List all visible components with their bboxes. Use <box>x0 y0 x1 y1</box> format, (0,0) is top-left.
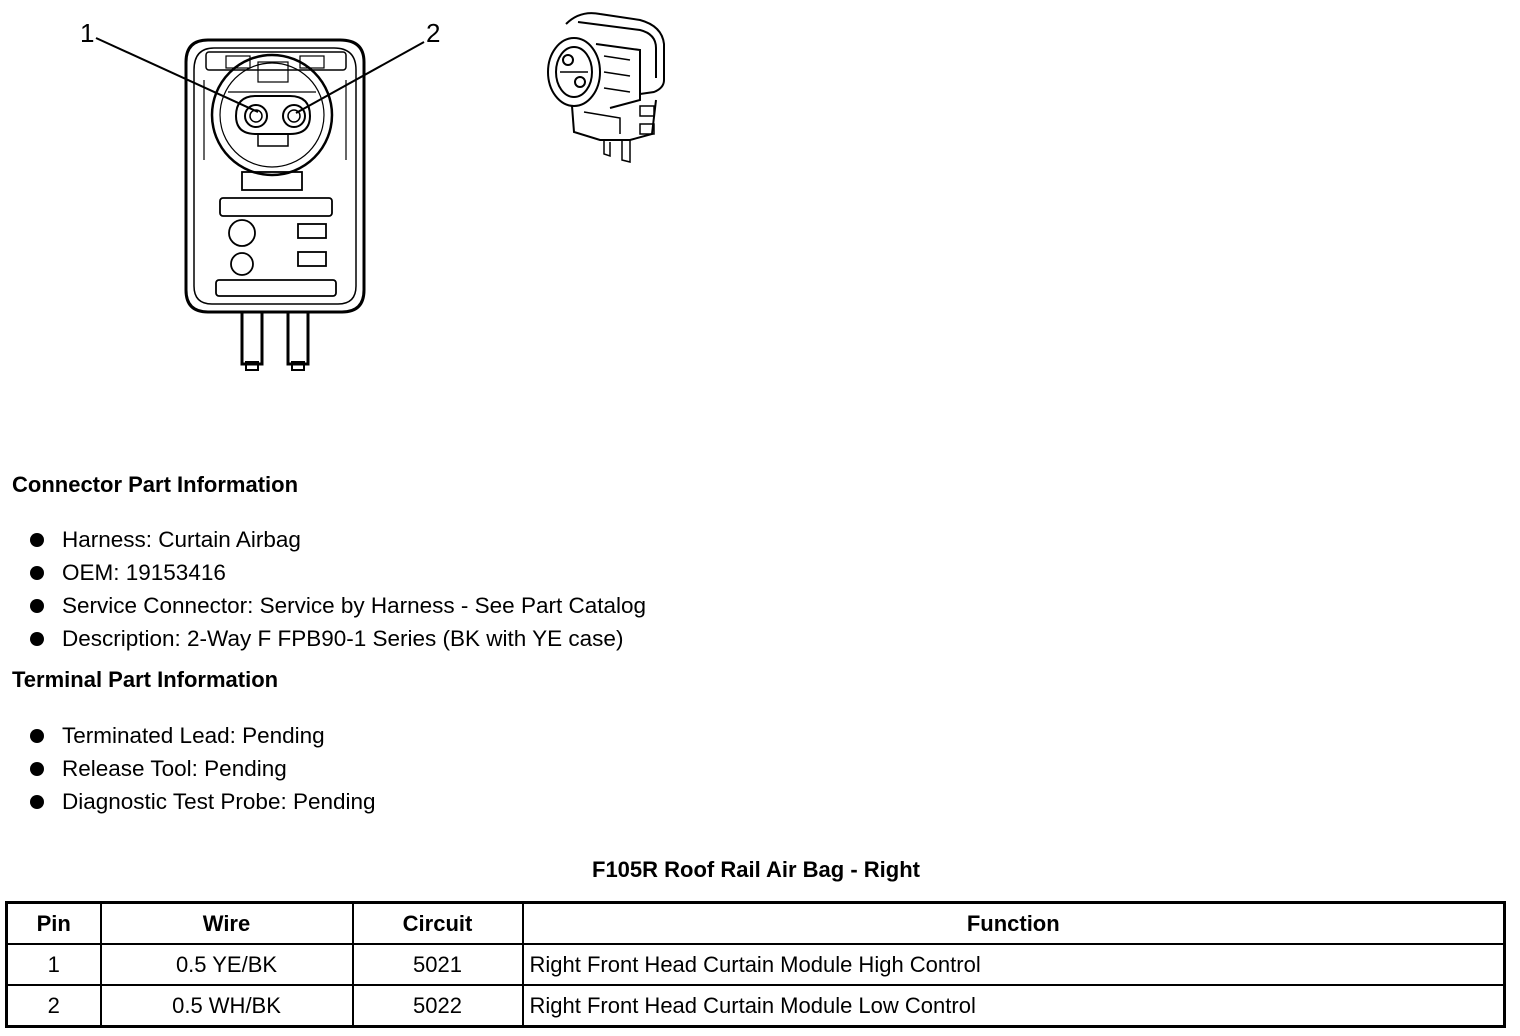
bullet-icon <box>30 533 44 547</box>
list-item <box>0 593 646 626</box>
list-item-text: Description: 2-Way F FPB90-1 Series (BK with YE case) <box>62 626 624 651</box>
pinout-table <box>5 901 1506 1028</box>
callout-1: 1 <box>80 18 95 48</box>
table-row <box>7 985 1505 1027</box>
table-header-row <box>7 903 1505 945</box>
callout-1-leader <box>96 38 258 112</box>
list-item-text: Service Connector: Service by Harness - See Part Catalog <box>62 593 647 618</box>
column-header-wire: Wire <box>101 903 353 945</box>
connector-info-list <box>0 527 646 659</box>
column-header-circuit: Circuit <box>353 903 523 945</box>
connector-iso-view <box>548 13 664 162</box>
cell-circuit: 5021 <box>353 944 523 985</box>
cell-function: Right Front Head Curtain Module Low Control <box>523 985 1505 1027</box>
list-item-text: Release Tool: Pending <box>62 756 287 781</box>
cell-pin: 2 <box>7 985 101 1027</box>
cell-circuit: 5022 <box>353 985 523 1027</box>
list-item-text: Diagnostic Test Probe: Pending <box>62 789 376 814</box>
connector-info-heading: Connector Part Information <box>12 472 299 497</box>
bullet-icon <box>30 729 44 743</box>
list-item <box>0 723 376 756</box>
list-item <box>0 527 646 560</box>
bullet-icon <box>30 566 44 580</box>
column-header-pin: Pin <box>7 903 101 945</box>
callout-2: 2 <box>426 18 441 48</box>
terminal-info-heading: Terminal Part Information <box>12 667 279 692</box>
table-title: F105R Roof Rail Air Bag - Right <box>592 857 920 882</box>
cell-pin: 1 <box>7 944 101 985</box>
bullet-icon <box>30 795 44 809</box>
table-row <box>7 944 1505 985</box>
bullet-icon <box>30 762 44 776</box>
bullet-icon <box>30 632 44 646</box>
column-header-function: Function <box>523 903 1505 945</box>
list-item <box>0 626 646 659</box>
bullet-icon <box>30 599 44 613</box>
list-item <box>0 560 646 593</box>
list-item-text: OEM: 19153416 <box>62 560 226 585</box>
list-item <box>0 789 376 822</box>
cell-wire: 0.5 YE/BK <box>101 944 353 985</box>
cell-wire: 0.5 WH/BK <box>101 985 353 1027</box>
list-item <box>0 756 376 789</box>
terminal-info-list <box>0 723 376 822</box>
cell-function: Right Front Head Curtain Module High Control <box>523 944 1505 985</box>
list-item-text: Terminated Lead: Pending <box>62 723 325 748</box>
connector-diagram <box>0 0 720 400</box>
list-item-text: Harness: Curtain Airbag <box>62 527 301 552</box>
